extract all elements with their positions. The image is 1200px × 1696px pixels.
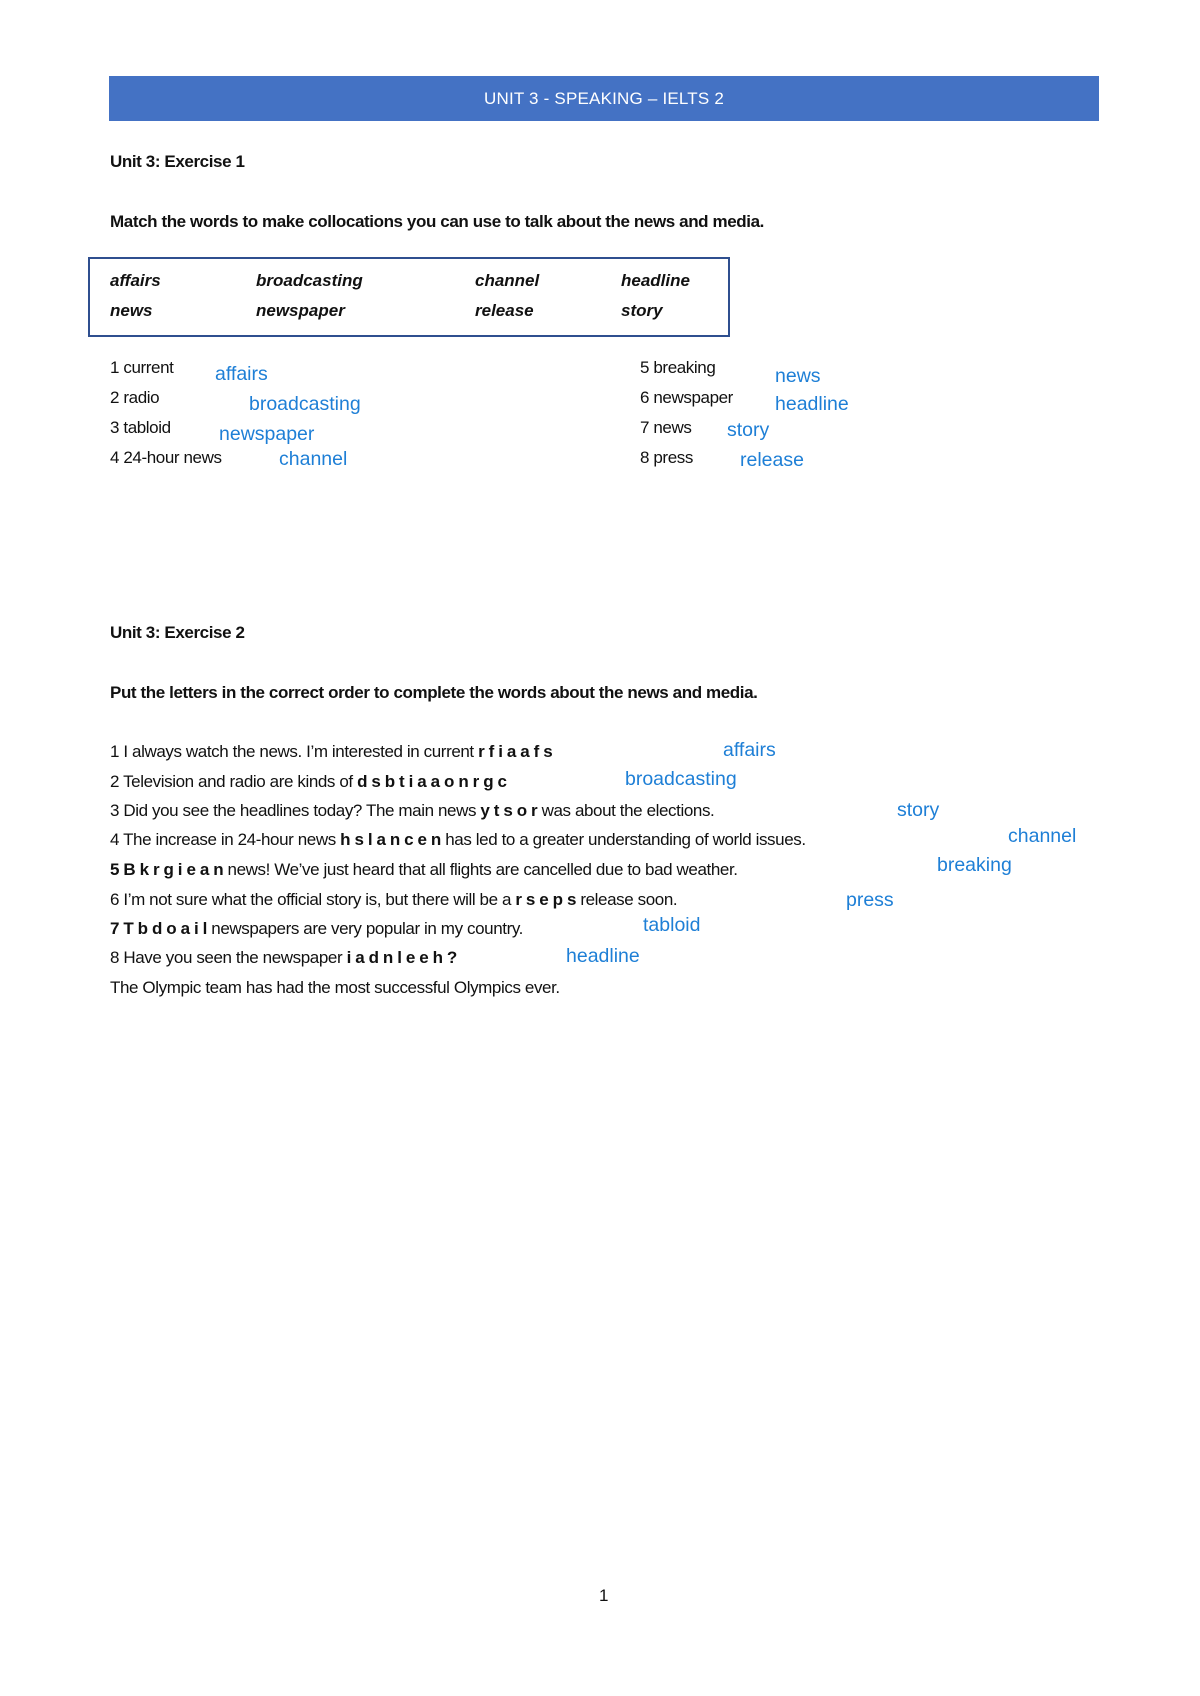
exercise-1-heading: Unit 3: Exercise 1 xyxy=(110,152,245,171)
word-box-word: story xyxy=(621,301,663,320)
word-box-word: news xyxy=(110,301,153,320)
answer: breaking xyxy=(937,854,1012,876)
exercise-2-instruction: Put the letters in the correct order to complete the words about the news and media. xyxy=(110,683,758,702)
answer: press xyxy=(846,889,894,911)
word-box-word: headline xyxy=(621,271,690,290)
collocation-prompt: 3 tabloid xyxy=(110,418,171,437)
word-box-word: release xyxy=(475,301,534,320)
answer: tabloid xyxy=(643,914,701,936)
answer: affairs xyxy=(723,739,776,761)
word-box-word: channel xyxy=(475,271,540,290)
collocation-prompt: 4 24-hour news xyxy=(110,448,222,467)
answer: channel xyxy=(1008,825,1077,847)
collocation-prompt: 5 breaking xyxy=(640,358,716,377)
answer: release xyxy=(740,449,804,471)
sentence: 5 B k r g i e a n news! We’ve just heard that all flights are cancelled due to bad weather. xyxy=(110,860,738,879)
collocation-prompt: 8 press xyxy=(640,448,693,467)
unit-banner: UNIT 3 - SPEAKING – IELTS 2 xyxy=(109,76,1099,121)
answer: story xyxy=(727,419,770,441)
sentence: 6 I’m not sure what the official story is, but there will be a r s e p s release soon. xyxy=(110,890,678,909)
page-number: 1 xyxy=(599,1586,609,1605)
trailing-sentence: The Olympic team has had the most successful Olympics ever. xyxy=(110,978,560,997)
answer: affairs xyxy=(215,363,268,385)
sentence: 3 Did you see the headlines today? The main news y t s o r was about the elections. xyxy=(110,801,715,820)
sentence: 7 T b d o a i l newspapers are very popular in my country. xyxy=(110,919,523,938)
answer: headline xyxy=(775,393,849,415)
answer: newspaper xyxy=(219,423,315,445)
exercise-2-heading: Unit 3: Exercise 2 xyxy=(110,623,245,642)
sentence: 1 I always watch the news. I’m interested in current r f i a a f s xyxy=(110,742,553,761)
answer: story xyxy=(897,799,940,821)
word-box-word: broadcasting xyxy=(256,271,363,290)
collocation-prompt: 2 radio xyxy=(110,388,160,407)
exercise-1-instruction: Match the words to make collocations you can use to talk about the news and media. xyxy=(110,212,764,231)
sentence: 8 Have you seen the newspaper i a d n l e e h ? xyxy=(110,948,457,967)
word-box-word: newspaper xyxy=(256,301,345,320)
answer: headline xyxy=(566,945,640,967)
word-box xyxy=(88,257,730,337)
sentence: 4 The increase in 24-hour news h s l a n c e n has led to a greater understanding of world issues. xyxy=(110,830,806,849)
sentence: 2 Television and radio are kinds of d s b t i a a o n r g c xyxy=(110,772,507,791)
answer: news xyxy=(775,365,821,387)
collocation-prompt: 6 newspaper xyxy=(640,388,733,407)
answer: channel xyxy=(279,448,348,470)
collocation-prompt: 7 news xyxy=(640,418,692,437)
collocation-prompt: 1 current xyxy=(110,358,174,377)
answer: broadcasting xyxy=(249,393,361,415)
answer: broadcasting xyxy=(625,768,737,790)
word-box-word: affairs xyxy=(110,271,161,290)
